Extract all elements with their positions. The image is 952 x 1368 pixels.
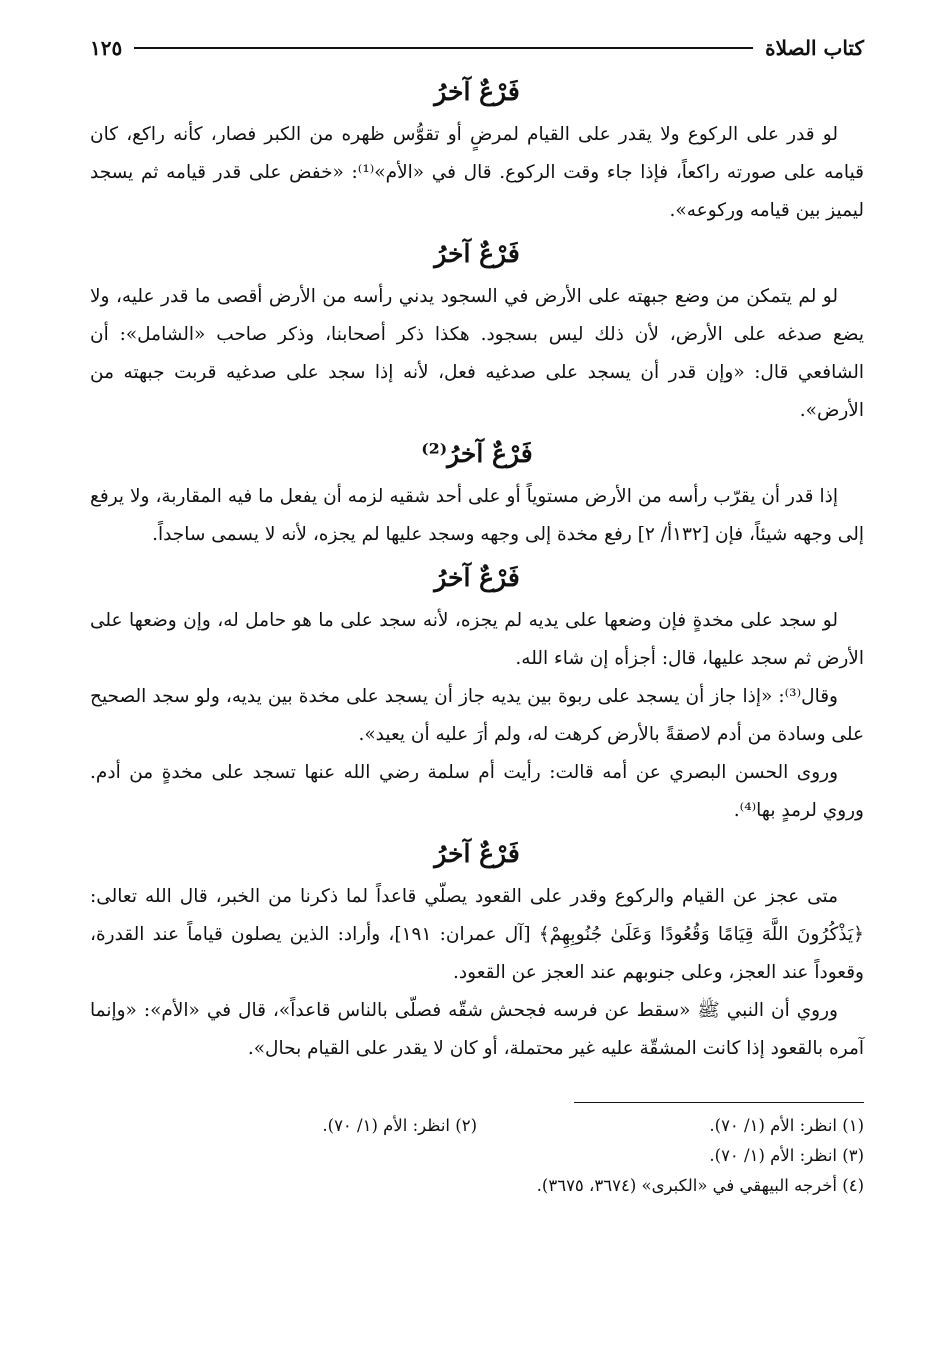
footnote-row (90, 1111, 864, 1141)
section-heading: فَرْعٌ آخرُ (434, 839, 520, 868)
book-title: كتاب الصلاة (765, 36, 864, 60)
footnote-row (90, 1171, 864, 1201)
section-2 (90, 234, 864, 430)
book-page (90, 28, 864, 1344)
section-heading: فَرْعٌ آخرُ⁽²⁾ (421, 439, 533, 468)
footnote-row (90, 1141, 864, 1171)
section-heading: فَرْعٌ آخرُ (434, 563, 520, 592)
header-rule (134, 47, 753, 49)
section-heading: فَرْعٌ آخرُ (434, 77, 520, 106)
paragraph: لو لم يتمكن من وضع جبهته على الأرض في السجود يدني رأسه من الأرض أقصى ما قدر عليه، ولا يضع صدغه على الأرض، لأن ذلك ليس بسجود. هكذا ذكر أصحابنا، وذكر صاحب «الشامل»: أن الشافعي قال: «وإن قدر أن يسجد على صدغيه فعل، لأنه إذا سجد على صدغيه قربت جبهته من الأرض». (90, 286, 864, 421)
footnotes (90, 1102, 864, 1201)
running-header (90, 28, 864, 68)
paragraph: لو سجد على مخدةٍ فإن وضعها على يديه لم يجزه، لأنه سجد على ما هو حامل له، وإن وضعها على الأرض ثم سجد عليها، قال: أجزأه إن شاء الله. (90, 610, 864, 669)
paragraph: وروي أن النبي ﷺ «سقط عن فرسه فجحش شقّه فصلّى بالناس قاعداً»، قال في «الأم»: «وإنما آمره بالقعود إذا كانت المشقّة عليه غير محتملة، أو كان لا يقدر على القيام بحال». (90, 1000, 864, 1059)
section-5 (90, 834, 864, 1068)
page-number: ١٢٥ (90, 36, 123, 60)
paragraph: وروى الحسن البصري عن أمه قالت: رأيت أم سلمة رضي الله عنها تسجد على مخدةٍ من أدم. وروي لرمدٍ بها⁽⁴⁾. (90, 762, 864, 821)
footnote-3: (٣) انظر: الأم (١/ ٧٠). (709, 1146, 864, 1165)
footnote-separator (574, 1102, 864, 1103)
section-heading: فَرْعٌ آخرُ (434, 239, 520, 268)
paragraph: لو قدر على الركوع ولا يقدر على القيام لمرضٍ أو تقوُّس ظهره من الكبر فصار، كأنه راكع، كان قيامه على صورته راكعاً، فإذا جاء وقت الركوع. قال في «الأم»⁽¹⁾: «خفض على قدر قيامه ثم يسجد ليميز بين قيامه وركوعه». (90, 124, 864, 221)
section-4 (90, 558, 864, 830)
paragraph: إذا قدر أن يقرّب رأسه من الأرض مستوياً أو على أحد شقيه لزمه أن يفعل ما فيه المقاربة، ولا يرفع إلى وجهه شيئاً، فإن [١٣٢أ/ ٢] رفع مخدة إلى وجهه وسجد عليها لم يجزه، لأنه لا يسمى ساجداً. (90, 486, 864, 545)
footnote-2: (٢) انظر: الأم (١/ ٧٠). (322, 1116, 477, 1135)
section-3 (90, 434, 864, 554)
footnote-1: (١) انظر: الأم (١/ ٧٠). (709, 1116, 864, 1135)
section-1 (90, 72, 864, 230)
paragraph: وقال⁽³⁾: «إذا جاز أن يسجد على ربوة بين يديه جاز أن يسجد على مخدة بين يديه، ولو سجد الصحيح على وسادة من أدم لاصقةً بالأرض كرهت له، ولم أرَ عليه أن يعيد». (90, 686, 864, 745)
footnote-4: (٤) أخرجه البيهقي في «الكبرى» (٣٦٧٤، ٣٦٧٥). (536, 1176, 864, 1195)
paragraph: متى عجز عن القيام والركوع وقدر على القعود يصلّي قاعداً لما ذكرنا من الخبر، قال الله تعالى: ﴿يَذْكُرُونَ اللَّهَ قِيَامًا وَقُعُودًا وَعَلَىٰ جُنُوبِهِمْ﴾ [آل عمران: ١٩١]، وأراد: الذين يصلون قياماً عند القدرة، وقعوداً عند العجز، وعلى جنوبهم عند العجز عن القعود. (90, 886, 864, 983)
